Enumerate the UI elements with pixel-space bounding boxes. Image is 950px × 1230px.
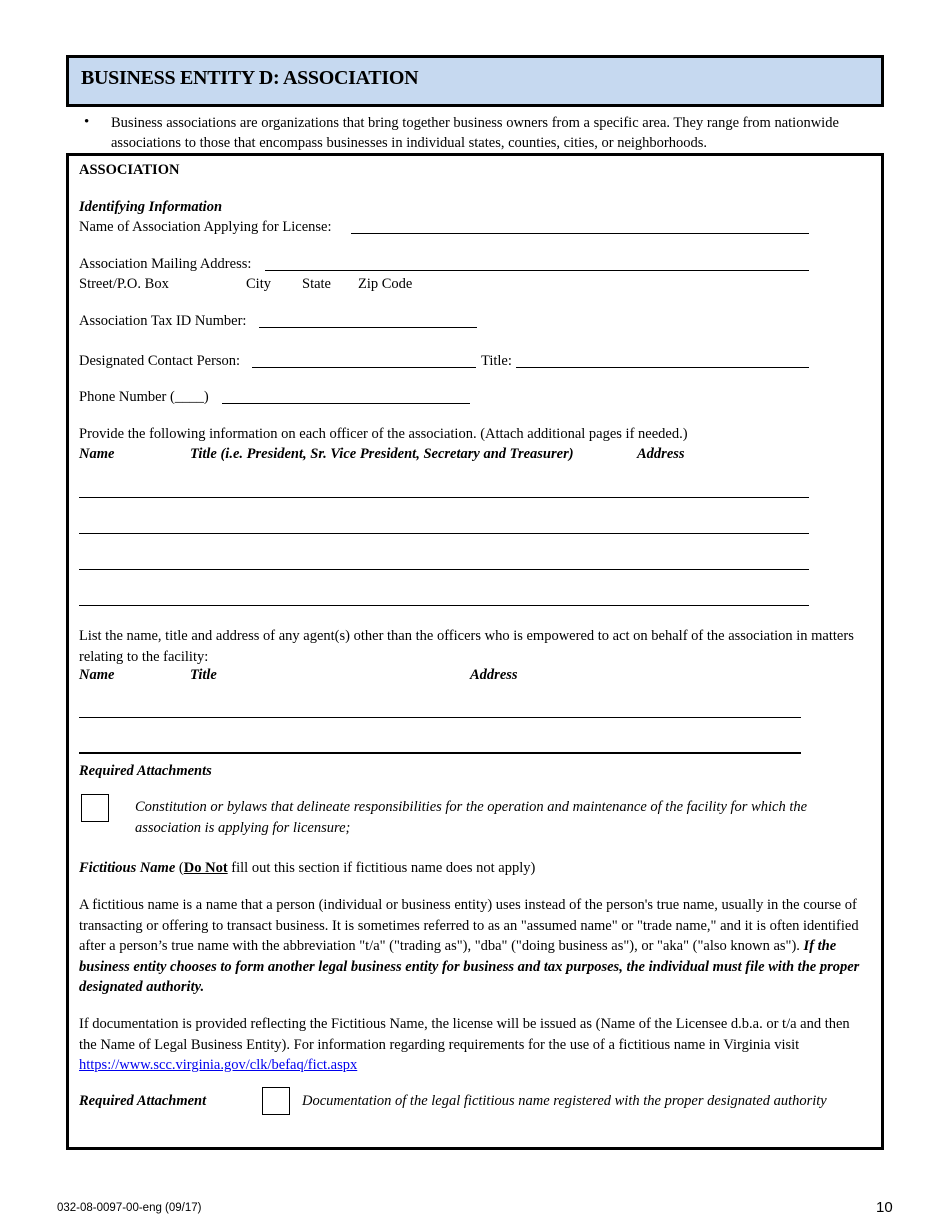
bylaws-attachment-text: Constitution or bylaws that delineate responsibilities for the operation and maintenance of the facility for which the association is applying for licensure; xyxy=(135,799,808,836)
phone-label: Phone Number (____) xyxy=(79,389,209,405)
mailing-address-field[interactable] xyxy=(265,270,809,271)
fictitious-definition-text: A fictitious name is a name that a person (individual or business entity) uses instead of the person's true name, usually in the course of transacting or offering to transact business. It is sometimes referred to as an "assumed name" or "trade name," and it is often identified after a person’s true name with the abbreviation "t/a" ("trading as"), "dba" ("doing business as"), or "aka" ("also known as"). xyxy=(79,897,859,954)
intro-text: Business associations are organizations that bring together business owners from a specific area. They range from nationwide associations to those that encompass businesses in individual states, counties, cities, or neighborhoods. xyxy=(111,115,839,151)
fictitious-open-paren: ( xyxy=(175,860,184,876)
fictitious-definition xyxy=(79,895,864,998)
fictitious-heading: Fictitious Name xyxy=(79,860,176,876)
agents-instruction: List the name, title and address of any agent(s) other than the officers who is empowered to act on behalf of the association in matters relating to the facility: xyxy=(79,628,854,665)
fictitious-definition-emphasis: If the business entity chooses to form another legal business entity for business and tax purposes, the individual must file with the proper designated authority. xyxy=(79,938,860,995)
fictitious-documentation-text: If documentation is provided reflecting the Fictitious Name, the license will be issued as (Name of the Licensee d.b.a. or t/a and then the Name of Legal Business Entity). For information regarding requirements for the use of a fictitious name in Virginia visit xyxy=(79,1016,850,1053)
officers-instruction: Provide the following information on each officer of the association. (Attach additional pages if needed.) xyxy=(79,426,688,442)
bullet-icon: • xyxy=(84,114,90,130)
section-title: ASSOCIATION xyxy=(79,162,180,178)
agent-line[interactable] xyxy=(79,717,801,718)
fictitious-heading-line xyxy=(79,860,535,877)
officers-col-address: Address xyxy=(637,446,685,462)
officers-col-name: Name xyxy=(79,446,115,462)
tax-id-label: Association Tax ID Number: xyxy=(79,313,247,329)
fictitious-doc-checkbox[interactable] xyxy=(262,1087,290,1115)
address-state-label: State xyxy=(302,276,331,292)
contact-title-label: Title: xyxy=(481,353,512,369)
bylaws-checkbox[interactable] xyxy=(81,794,109,822)
address-zip-label: Zip Code xyxy=(358,276,413,292)
scc-fictitious-name-link[interactable]: https://www.scc.virginia.gov/clk/befaq/fict.aspx xyxy=(79,1057,358,1073)
fictitious-documentation xyxy=(79,1014,864,1076)
agents-col-address: Address xyxy=(470,667,518,683)
officer-line[interactable] xyxy=(79,605,809,606)
fictitious-heading-rest: fill out this section if fictitious name does not apply) xyxy=(227,860,536,876)
required-attachment-label: Required Attachment xyxy=(79,1093,207,1109)
mailing-address-label: Association Mailing Address: xyxy=(79,256,252,272)
tax-id-field[interactable] xyxy=(259,327,477,328)
attachments-heading: Required Attachments xyxy=(79,763,212,779)
form-id: 032-08-0097-00-eng (09/17) xyxy=(57,1202,202,1214)
officer-line[interactable] xyxy=(79,533,809,534)
fictitious-doc-text: Documentation of the legal fictitious name registered with the proper designated authority xyxy=(302,1093,827,1109)
officers-col-title: Title (i.e. President, Sr. Vice President, Secretary and Treasurer) xyxy=(190,446,574,462)
contact-person-field[interactable] xyxy=(252,367,476,368)
identifying-heading: Identifying Information xyxy=(79,199,223,215)
contact-person-label: Designated Contact Person: xyxy=(79,353,241,369)
agents-col-title: Title xyxy=(190,667,217,683)
address-city-label: City xyxy=(246,276,271,292)
officer-line[interactable] xyxy=(79,497,809,498)
fictitious-do-not: Do Not xyxy=(183,860,228,876)
address-street-label: Street/P.O. Box xyxy=(79,276,169,292)
agents-col-name: Name xyxy=(79,667,115,683)
section-header xyxy=(66,55,884,107)
page-title: BUSINESS ENTITY D: ASSOCIATION xyxy=(81,67,419,89)
agent-line[interactable] xyxy=(79,752,801,754)
association-name-field[interactable] xyxy=(351,233,809,234)
contact-title-field[interactable] xyxy=(516,367,809,368)
officer-line[interactable] xyxy=(79,569,809,570)
association-name-label: Name of Association Applying for License: xyxy=(79,219,332,235)
phone-field[interactable] xyxy=(222,403,470,404)
page-number: 10 xyxy=(876,1199,893,1216)
